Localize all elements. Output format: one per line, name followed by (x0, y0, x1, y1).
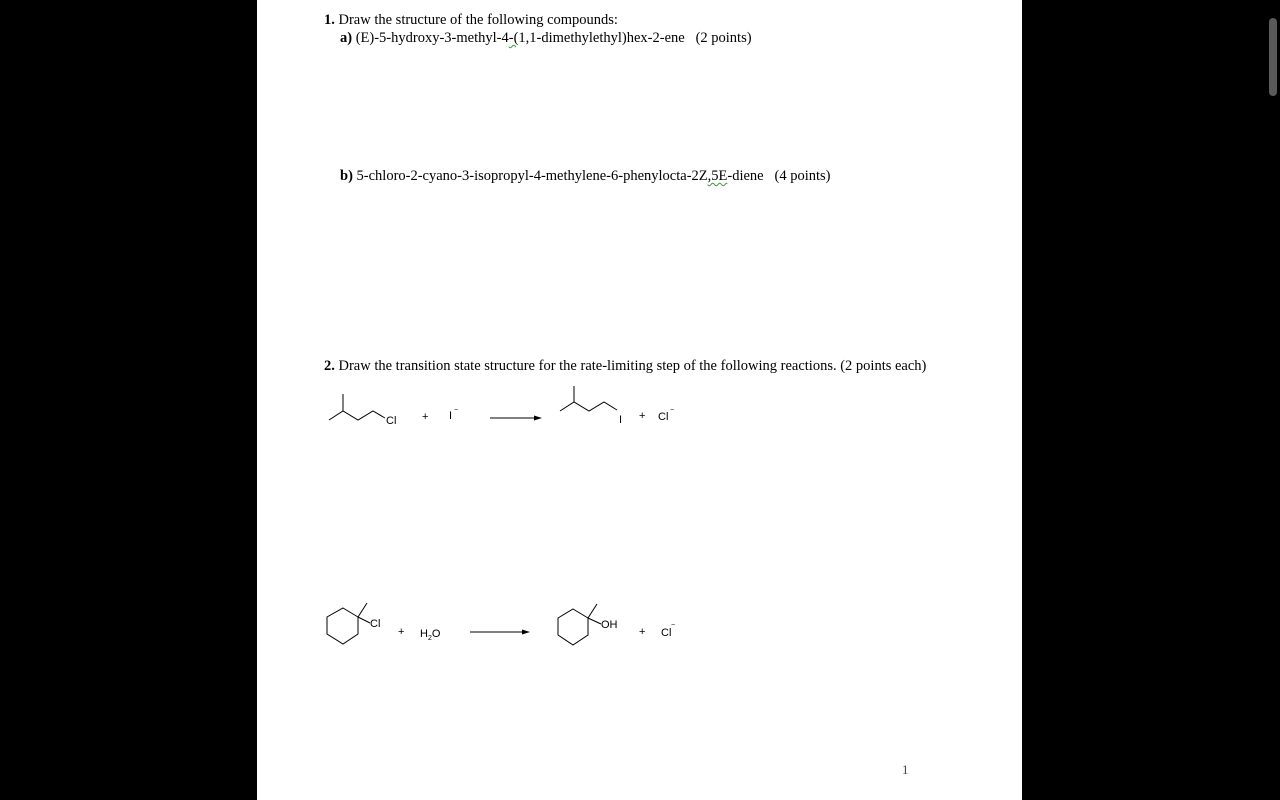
reaction1 (329, 386, 674, 427)
q1a-label: a) (340, 30, 353, 46)
water-h: H (420, 628, 428, 640)
reaction1-plus-2: + (639, 410, 646, 422)
scrollbar-thumb[interactable] (1269, 18, 1277, 96)
q1a-name-pre: (E)-5-hydroxy-3-methyl-4 (355, 30, 509, 46)
reaction1-byproduct-charge: − (670, 407, 675, 414)
reactant2-cyclohexane-ring (327, 608, 358, 644)
product1-group: I (619, 414, 623, 426)
reaction-drawings (257, 0, 1022, 800)
q1b-label: b) (340, 168, 353, 184)
q1a-points: (2 points) (695, 30, 752, 46)
q1-heading-text: Draw the structure of the following compounds: (338, 12, 618, 28)
reactant2-leaving-group: Cl (370, 618, 381, 630)
product1-skeleton (560, 402, 617, 411)
reaction2-plus-2: + (639, 626, 646, 638)
reaction2-byproduct: Cl (661, 627, 672, 639)
q1b-name-post: -diene (727, 168, 764, 184)
reaction1-byproduct: Cl (658, 411, 669, 423)
q2-heading-text: Draw the transition state structure for the rate-limiting step of the following reactions. (2 points each) (338, 358, 927, 374)
reactant1-skeleton (329, 411, 385, 420)
page-number: 1 (902, 762, 909, 777)
reaction2-arrowhead (522, 630, 530, 635)
product2-cyclohexane-ring (558, 609, 588, 645)
water-o: O (431, 628, 441, 640)
product2-oh-bond (588, 618, 601, 624)
reactant2-methyl-bond (358, 603, 367, 617)
reaction1-arrowhead (534, 416, 542, 421)
q1a-name-post: 1,1-dimethylethyl)hex-2-ene (518, 30, 685, 46)
q2-number: 2. (324, 358, 335, 374)
product2-methyl-bond (588, 604, 597, 618)
document-page (257, 0, 1022, 800)
reaction2 (327, 603, 675, 645)
q1-number: 1. (324, 12, 335, 28)
product2-group: OH (601, 619, 618, 631)
reaction2-byproduct-charge: − (671, 622, 676, 629)
reaction1-nucleophile-charge: − (454, 407, 459, 414)
vertical-scrollbar[interactable] (1266, 0, 1280, 800)
reaction1-plus-1: + (422, 411, 429, 423)
reactant2-cl-bond (358, 617, 370, 623)
reactant1-leaving-group: Cl (386, 415, 397, 427)
q1a-name-squiggle: -( (508, 30, 519, 46)
reaction2-water (420, 628, 441, 642)
q1b-points: (4 points) (774, 168, 831, 184)
reaction1-nucleophile: I (449, 410, 453, 422)
q1b-name-pre: 5-chloro-2-cyano-3-isopropyl-4-methylene-6-phenylocta-2Z (356, 168, 708, 184)
reaction2-plus-1: + (398, 626, 405, 638)
q1b-name-squiggle: ,5E (707, 168, 728, 184)
water-subscript: 2 (427, 635, 432, 642)
